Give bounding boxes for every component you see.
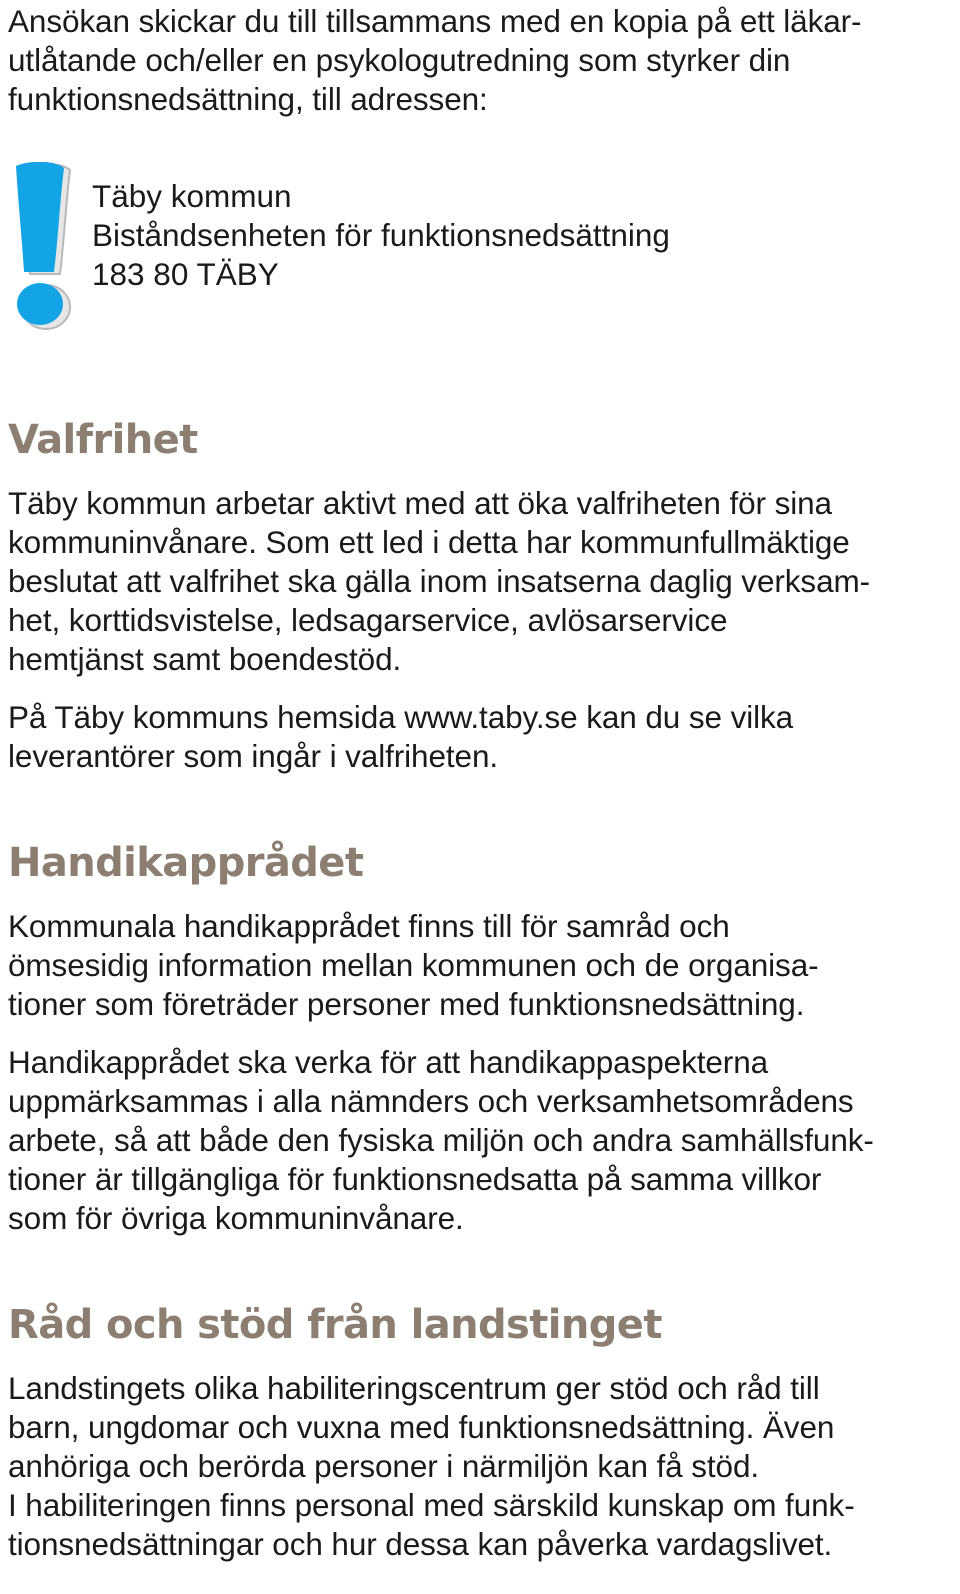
text-line: Kommunala handikapprådet finns till för samråd och xyxy=(8,908,730,944)
handikappradet-paragraph-2 xyxy=(8,1043,953,1238)
valfrihet-paragraph-2 xyxy=(8,698,953,776)
text-line: leverantörer som ingår i valfriheten. xyxy=(8,738,499,774)
text-line: hemtjänst samt boendestöd. xyxy=(8,641,402,677)
address-line: 183 80 TÄBY xyxy=(92,256,279,292)
section-heading-valfrihet: Valfrihet xyxy=(8,417,198,463)
address-line: Täby kommun xyxy=(92,178,292,214)
text-line: tioner som företräder personer med funktionsnedsättning. xyxy=(8,986,805,1022)
text-line: I habiliteringen finns personal med särskild kunskap om funk- xyxy=(8,1487,855,1523)
text-line: som för övriga kommuninvånare. xyxy=(8,1200,464,1236)
text-line: Täby kommun arbetar aktivt med att öka valfriheten för sina xyxy=(8,485,832,521)
text-line: På Täby kommuns hemsida www.taby.se kan du se vilka xyxy=(8,699,794,735)
text-line: uppmärksammas i alla nämnders och verksamhetsområdens xyxy=(8,1083,854,1119)
section-heading-handikappradet: Handikapprådet xyxy=(8,840,364,886)
text-line: tionsnedsättningar och hur dessa kan påverka vardagslivet. xyxy=(8,1526,833,1562)
exclamation-icon xyxy=(8,162,76,332)
text-line: kommuninvånare. Som ett led i detta har kommunfullmäktige xyxy=(8,524,850,560)
intro-line: utlåtande och/eller en psykologutredning som styrker din xyxy=(8,42,791,78)
section-heading-landstinget: Råd och stöd från landstinget xyxy=(8,1302,662,1348)
text-line: Handikapprådet ska verka för att handikappaspekterna xyxy=(8,1044,769,1080)
text-line: tioner är tillgängliga för funktionsnedsatta på samma villkor xyxy=(8,1161,822,1197)
intro-paragraph xyxy=(8,2,953,119)
valfrihet-paragraph-1 xyxy=(8,484,953,679)
landstinget-paragraph-1 xyxy=(8,1369,953,1564)
handikappradet-paragraph-1 xyxy=(8,907,953,1024)
intro-line: funktionsnedsättning, till adressen: xyxy=(8,81,488,117)
text-line: het, korttidsvistelse, ledsagarservice, avlösarservice xyxy=(8,602,728,638)
text-line: Landstingets olika habiliteringscentrum ger stöd och råd till xyxy=(8,1370,820,1406)
address-line: Biståndsenheten för funktionsnedsättning xyxy=(92,217,670,253)
text-line: anhöriga och berörda personer i närmiljön kan få stöd. xyxy=(8,1448,760,1484)
address-block xyxy=(92,177,670,294)
text-line: ömsesidig information mellan kommunen och de organisa- xyxy=(8,947,819,983)
intro-line: Ansökan skickar du till tillsammans med en kopia på ett läkar- xyxy=(8,3,862,39)
text-line: beslutat att valfrihet ska gälla inom insatserna daglig verksam- xyxy=(8,563,871,599)
text-line: barn, ungdomar och vuxna med funktionsnedsättning. Även xyxy=(8,1409,835,1445)
text-line: arbete, så att både den fysiska miljön och andra samhällsfunk- xyxy=(8,1122,874,1158)
